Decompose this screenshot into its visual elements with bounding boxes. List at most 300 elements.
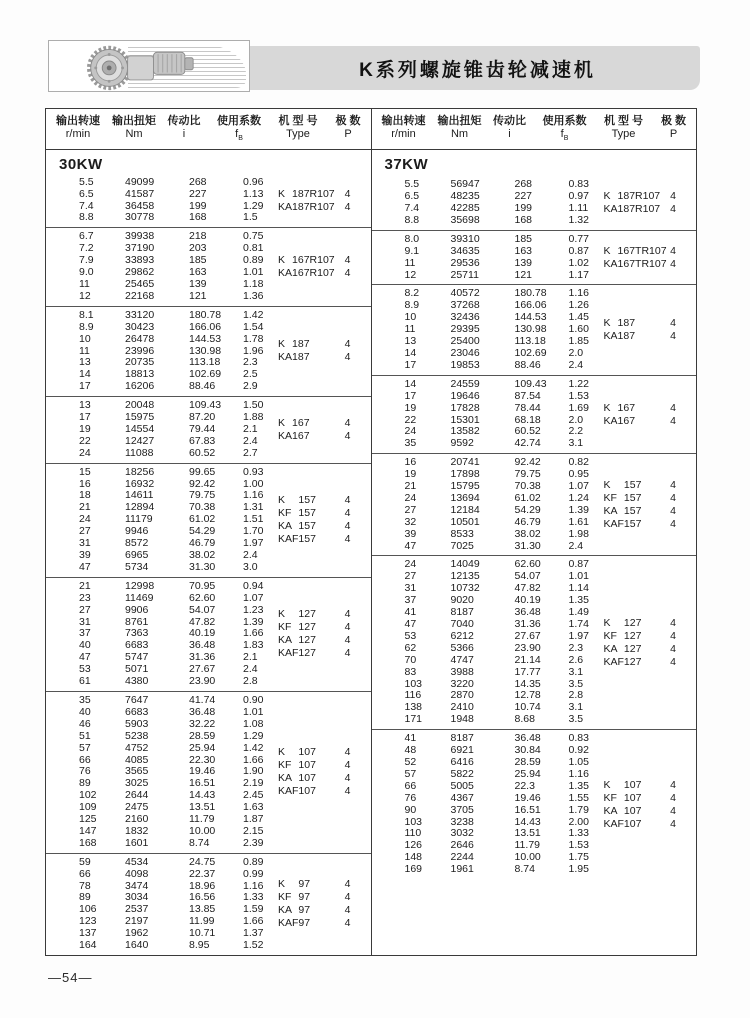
speed-value: 17 — [404, 389, 417, 402]
ratio-value: 199 — [189, 199, 207, 212]
poles-value: 4 — [344, 533, 351, 546]
type-list — [278, 231, 369, 302]
torque-value: 23046 — [450, 346, 480, 359]
column-label: 机 型 号 — [603, 115, 644, 127]
ratio-value: 144.53 — [189, 332, 222, 345]
ratio-value: 36.48 — [189, 705, 216, 718]
type-model: 107 — [298, 746, 316, 759]
torque-value: 30423 — [125, 320, 155, 333]
speed-value: 14 — [404, 377, 417, 390]
type-prefix: KA — [278, 429, 293, 442]
ratio-value: 36.48 — [514, 606, 541, 619]
ratio-value: 22.37 — [189, 867, 216, 880]
speed-value: 125 — [79, 813, 97, 826]
factor-value: 1.17 — [568, 268, 589, 281]
header-labels-row — [372, 115, 697, 128]
torque-value: 9020 — [450, 594, 474, 607]
speed-value: 37 — [404, 594, 417, 607]
factor-value: 0.97 — [568, 190, 589, 203]
torque-value: 2537 — [125, 903, 149, 916]
speed-value: 6.7 — [79, 230, 94, 243]
torque-value: 9946 — [125, 525, 149, 538]
ratio-value: 199 — [514, 202, 533, 214]
factor-value: 1.01 — [568, 570, 589, 583]
torque-value: 23996 — [125, 344, 155, 357]
type-prefix: KA — [278, 200, 293, 213]
ratio-value: 139 — [189, 277, 207, 290]
factor-value: 1.45 — [568, 311, 589, 324]
speed-value: 47 — [79, 560, 91, 573]
type-prefix: K — [603, 244, 611, 257]
torque-value: 15795 — [450, 480, 480, 493]
factor-value: 1.33 — [568, 827, 589, 840]
poles-value: 4 — [670, 629, 676, 642]
factor-value: 0.95 — [568, 468, 589, 481]
ratio-value: 61.02 — [189, 513, 216, 526]
type-prefix: KA — [278, 351, 293, 364]
torque-value: 12184 — [450, 503, 480, 516]
table-section — [46, 109, 371, 955]
factor-value: 1.29 — [243, 199, 264, 212]
torque-value: 5734 — [125, 560, 149, 573]
spec-block — [372, 729, 697, 879]
torque-value: 7040 — [450, 618, 474, 630]
ratio-value: 70.38 — [514, 480, 541, 493]
speed-value: 126 — [404, 839, 423, 852]
speed-value: 9.0 — [79, 266, 94, 279]
torque-value: 8572 — [125, 537, 149, 550]
speed-value: 21 — [79, 579, 91, 592]
ratio-value: 227 — [514, 190, 533, 203]
column-header — [372, 109, 697, 150]
ratio-value: 8.68 — [514, 713, 535, 726]
type-list — [278, 857, 369, 952]
ratio-value: 13.51 — [189, 801, 216, 814]
speed-value: 24 — [404, 491, 417, 504]
torque-value: 5366 — [450, 641, 474, 654]
factor-value: 1.79 — [568, 803, 589, 816]
torque-value: 11469 — [125, 591, 154, 604]
torque-value: 17828 — [450, 401, 480, 414]
ratio-value: 16.56 — [189, 891, 216, 904]
speed-value: 11 — [404, 323, 416, 336]
ratio-value: 31.36 — [189, 651, 216, 664]
factor-value: 1.66 — [243, 753, 264, 766]
factor-value: 3.1 — [568, 437, 584, 450]
torque-value: 36458 — [125, 199, 155, 212]
ratio-value: 40.19 — [189, 627, 216, 640]
type-prefix: KAF — [278, 917, 299, 930]
ratio-value: 11.79 — [514, 839, 540, 852]
type-prefix: K — [603, 190, 611, 202]
section-title: 30KW — [59, 156, 103, 174]
type-prefix: KA — [603, 257, 618, 270]
torque-value: 5903 — [125, 717, 149, 730]
torque-value: 33120 — [125, 308, 155, 321]
factor-value: 1.13 — [243, 187, 264, 200]
column-label: 机 型 号 — [278, 115, 318, 127]
type-prefix: KF — [278, 621, 292, 634]
type-model: 187R107 — [292, 200, 335, 213]
factor-value: 1.07 — [243, 591, 264, 604]
type-model: 157 — [298, 494, 316, 507]
torque-value: 2410 — [450, 701, 474, 714]
column-unit: r/min — [391, 128, 416, 140]
type-list — [278, 581, 369, 688]
speed-value: 24 — [404, 558, 417, 571]
factor-value: 1.22 — [568, 377, 589, 390]
torque-value: 4085 — [125, 753, 149, 766]
ratio-value: 67.83 — [189, 434, 216, 447]
speed-value: 137 — [79, 927, 97, 940]
type-prefix: KF — [278, 891, 292, 904]
ratio-value: 22.3 — [514, 779, 535, 792]
poles-value: 4 — [670, 203, 676, 215]
column-unit: P — [344, 128, 352, 140]
column-unit: Type — [286, 128, 310, 140]
ratio-value: 70.38 — [189, 501, 216, 514]
type-model: 157 — [623, 517, 642, 530]
ratio-value: 22.30 — [189, 753, 216, 766]
speed-value: 8.9 — [404, 299, 420, 312]
speed-value: 13 — [79, 399, 91, 412]
ratio-value: 10.74 — [514, 701, 541, 714]
section-title: 37KW — [384, 156, 429, 174]
factor-value: 1.52 — [243, 939, 264, 952]
type-model: 127 — [623, 629, 642, 642]
type-prefix: KF — [278, 759, 292, 772]
torque-value: 11088 — [125, 446, 154, 459]
torque-value: 7363 — [125, 627, 149, 640]
column-label: 极 数 — [335, 115, 361, 127]
torque-value: 2646 — [450, 839, 474, 852]
speed-value: 6.5 — [79, 187, 94, 200]
type-model: 107 — [298, 785, 316, 798]
poles-value: 4 — [670, 330, 676, 343]
poles-value: 4 — [344, 608, 351, 621]
type-model: 127 — [623, 655, 642, 668]
ratio-value: 218 — [189, 230, 207, 243]
factor-value: 1.54 — [243, 320, 264, 333]
type-model: 167R107 — [292, 267, 335, 280]
factor-value: 1.39 — [568, 503, 589, 516]
factor-value: 1.85 — [568, 335, 589, 348]
ratio-value: 12.78 — [514, 689, 541, 702]
ratio-value: 166.06 — [514, 299, 547, 312]
torque-value: 6683 — [125, 705, 149, 718]
speed-value: 24 — [404, 425, 417, 438]
speed-value: 27 — [404, 503, 417, 516]
torque-value: 17898 — [450, 468, 480, 481]
type-prefix: KF — [603, 629, 617, 642]
factor-value: 1.49 — [568, 606, 589, 619]
type-model: 157 — [298, 533, 316, 546]
speed-value: 7.9 — [79, 254, 94, 267]
torque-value: 1601 — [125, 836, 149, 849]
factor-value: 1.01 — [243, 705, 264, 718]
factor-value: 1.51 — [243, 513, 264, 526]
speed-value: 41 — [404, 732, 417, 745]
torque-value: 19646 — [450, 389, 480, 402]
type-prefix: KA — [603, 504, 618, 517]
ratio-value: 168 — [514, 213, 533, 226]
speed-value: 66 — [79, 753, 91, 766]
speed-value: 102 — [79, 789, 97, 802]
torque-value: 8187 — [450, 732, 474, 745]
type-model: 167 — [292, 416, 310, 429]
speed-value: 148 — [404, 851, 423, 864]
type-model: 157 — [298, 520, 316, 533]
speed-value: 123 — [79, 915, 97, 928]
speed-value: 66 — [404, 779, 417, 792]
ratio-value: 78.44 — [514, 401, 541, 414]
speed-value: 116 — [404, 689, 422, 702]
torque-value: 13694 — [450, 491, 480, 504]
type-prefix: K — [278, 494, 286, 507]
type-list — [604, 559, 695, 726]
type-prefix: K — [278, 416, 286, 429]
torque-value: 3705 — [450, 803, 474, 816]
factor-value: 1.35 — [568, 594, 589, 607]
ratio-value: 40.19 — [514, 594, 541, 607]
type-prefix: KA — [278, 634, 293, 647]
factor-value: 1.07 — [568, 480, 589, 493]
factor-value: 1.5 — [243, 211, 258, 224]
type-list — [278, 695, 369, 850]
type-prefix: KA — [278, 267, 293, 280]
ratio-value: 180.78 — [514, 287, 547, 300]
speed-value: 83 — [404, 665, 417, 678]
factor-value: 3.1 — [568, 665, 584, 678]
speed-value: 76 — [79, 765, 91, 778]
type-prefix: K — [278, 746, 286, 759]
torque-value: 1832 — [125, 824, 149, 837]
torque-value: 25711 — [450, 268, 479, 281]
ratio-value: 79.75 — [189, 489, 216, 502]
speed-value: 7.4 — [404, 202, 420, 214]
poles-value: 4 — [344, 200, 351, 213]
ratio-value: 185 — [189, 254, 207, 267]
poles-value: 4 — [344, 621, 351, 634]
ratio-value: 18.96 — [189, 879, 216, 892]
speed-value: 27 — [79, 603, 91, 616]
ratio-value: 121 — [514, 268, 533, 281]
factor-value: 1.50 — [243, 399, 264, 412]
torque-value: 2644 — [125, 789, 149, 802]
column-unit: $f_B$ — [235, 128, 243, 143]
torque-value: 19853 — [450, 358, 480, 371]
torque-value: 8187 — [450, 606, 474, 619]
ratio-value: 203 — [189, 242, 207, 255]
ratio-value: 87.54 — [514, 389, 541, 402]
type-model: 187R107 — [617, 203, 661, 215]
ratio-value: 8.74 — [514, 863, 535, 876]
torque-value: 37190 — [125, 242, 155, 255]
poles-value: 4 — [670, 616, 676, 629]
torque-value: 9592 — [450, 437, 474, 450]
speed-value: 61 — [79, 675, 91, 688]
factor-value: 0.99 — [243, 867, 264, 880]
ratio-value: 16.51 — [189, 777, 216, 790]
factor-value: 0.96 — [243, 175, 264, 188]
ratio-value: 10.00 — [514, 851, 541, 864]
factor-value: 2.9 — [243, 380, 258, 393]
ratio-value: 109.43 — [189, 399, 222, 412]
speed-value: 62 — [404, 641, 417, 654]
spec-block — [46, 853, 371, 955]
speed-value: 57 — [404, 767, 417, 780]
column-header — [46, 109, 371, 150]
torque-value: 7647 — [125, 693, 149, 706]
torque-value: 33893 — [125, 254, 155, 267]
ratio-value: 25.94 — [514, 767, 541, 780]
ratio-value: 54.29 — [514, 503, 541, 516]
factor-value: 1.96 — [243, 344, 264, 357]
speed-value: 11 — [79, 277, 90, 290]
ratio-value: 92.42 — [514, 456, 541, 469]
torque-value: 20741 — [450, 456, 480, 469]
factor-value: 1.05 — [568, 755, 589, 768]
torque-value: 26478 — [125, 332, 155, 345]
factor-value: 1.60 — [568, 323, 589, 336]
spec-block — [46, 306, 371, 396]
factor-value: 1.36 — [243, 289, 264, 302]
speed-value: 47 — [404, 618, 417, 630]
speed-value: 164 — [79, 939, 97, 952]
factor-value: 2.8 — [243, 675, 258, 688]
torque-value: 15975 — [125, 411, 155, 424]
type-model: 107 — [623, 817, 642, 830]
ratio-value: 21.14 — [514, 653, 541, 666]
torque-value: 20735 — [125, 356, 155, 369]
type-prefix: KA — [603, 330, 618, 343]
poles-value: 4 — [344, 891, 351, 904]
type-list — [278, 467, 369, 574]
speed-value: 19 — [404, 401, 417, 414]
factor-value: 1.24 — [568, 491, 589, 504]
torque-value: 12135 — [450, 570, 480, 583]
factor-value: 1.55 — [568, 791, 589, 804]
speed-value: 8.9 — [79, 320, 94, 333]
type-prefix: KF — [603, 491, 617, 504]
torque-value: 32436 — [450, 311, 480, 324]
factor-value: 0.83 — [568, 178, 589, 191]
factor-value: 1.97 — [243, 537, 264, 550]
torque-value: 6921 — [450, 744, 474, 757]
speed-value: 47 — [79, 651, 91, 664]
ratio-value: 10.00 — [189, 824, 216, 837]
type-prefix: K — [278, 254, 286, 267]
speed-value: 138 — [404, 701, 423, 714]
type-list — [278, 400, 369, 460]
ratio-value: 54.29 — [189, 525, 216, 538]
torque-value: 12894 — [125, 501, 155, 514]
factor-value: 1.16 — [568, 287, 589, 300]
torque-value: 2160 — [125, 813, 149, 826]
poles-value: 4 — [344, 187, 351, 200]
factor-value: 1.42 — [243, 308, 264, 321]
factor-value: 1.66 — [243, 627, 264, 640]
torque-value: 3565 — [125, 765, 149, 778]
speed-value: 24 — [79, 446, 91, 459]
factor-value: 1.35 — [568, 779, 589, 792]
speed-value: 12 — [79, 289, 91, 302]
factor-value: 2.19 — [243, 777, 264, 790]
ratio-value: 30.84 — [514, 744, 541, 757]
ratio-value: 46.79 — [514, 515, 541, 528]
type-model: 107 — [298, 772, 316, 785]
type-model: 157 — [623, 504, 642, 517]
spec-block — [46, 691, 371, 853]
factor-value: 1.90 — [243, 765, 264, 778]
column-label: 传动比 — [167, 115, 201, 127]
poles-value: 4 — [344, 878, 351, 891]
torque-value: 4098 — [125, 867, 149, 880]
type-model: 107 — [623, 804, 642, 817]
speed-value: 78 — [79, 879, 91, 892]
type-model: 107 — [623, 778, 642, 791]
factor-value: 0.82 — [568, 456, 589, 469]
type-list — [604, 379, 695, 450]
speed-value: 21 — [79, 501, 91, 514]
ratio-value: 19.46 — [514, 791, 541, 804]
header-units-row — [46, 128, 371, 145]
spec-block — [372, 375, 697, 453]
factor-value: 2.15 — [243, 824, 264, 837]
ratio-value: 99.65 — [189, 465, 216, 478]
torque-value: 3034 — [125, 891, 149, 904]
poles-value: 4 — [344, 904, 351, 917]
type-list — [604, 733, 695, 876]
poles-value: 4 — [344, 520, 351, 533]
torque-value: 29862 — [125, 266, 155, 279]
speed-value: 22 — [79, 434, 91, 447]
type-model: 127 — [298, 608, 316, 621]
poles-value: 4 — [344, 647, 351, 660]
spec-block — [46, 227, 371, 305]
ratio-value: 36.48 — [514, 732, 541, 745]
ratio-value: 31.36 — [514, 618, 541, 630]
spec-table — [45, 108, 697, 956]
type-prefix: KF — [278, 507, 292, 520]
torque-value: 3025 — [125, 777, 149, 790]
torque-value: 5822 — [450, 767, 474, 780]
factor-value: 2.8 — [568, 689, 584, 702]
speed-value: 7.2 — [79, 242, 94, 255]
ratio-value: 113.18 — [189, 356, 221, 369]
factor-value: 2.4 — [568, 358, 584, 371]
column-unit: r/min — [65, 128, 91, 140]
type-model: 187 — [617, 330, 636, 343]
poles-value: 4 — [670, 504, 676, 517]
spec-block — [46, 463, 371, 577]
speed-value: 13 — [79, 356, 91, 369]
torque-value: 10501 — [450, 515, 480, 528]
torque-value: 25465 — [125, 277, 155, 290]
speed-value: 103 — [404, 815, 423, 828]
type-list — [604, 179, 695, 227]
speed-value: 13 — [404, 335, 417, 348]
type-prefix: KA — [603, 804, 618, 817]
torque-value: 16932 — [125, 477, 155, 490]
torque-value: 14611 — [125, 489, 154, 502]
torque-value: 11179 — [125, 513, 153, 526]
speed-value: 51 — [79, 729, 91, 742]
speed-value: 39 — [404, 527, 417, 540]
factor-value: 1.98 — [568, 527, 589, 540]
torque-value: 6212 — [450, 629, 474, 642]
column-label: 输出转速 — [56, 115, 100, 127]
